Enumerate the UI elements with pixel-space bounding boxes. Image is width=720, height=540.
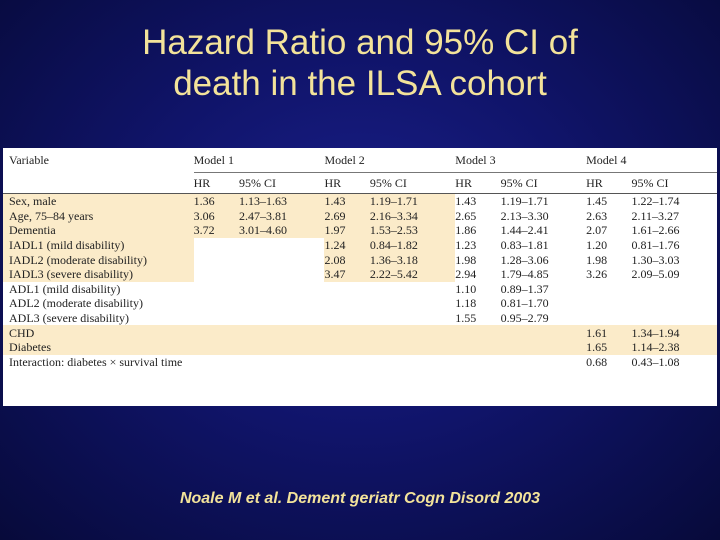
hr-value: 1.43	[455, 194, 477, 209]
ci-value: 1.34–1.94	[631, 325, 717, 340]
table-row	[3, 252, 717, 267]
table-row	[3, 296, 717, 311]
variable-label: Sex, male	[3, 194, 194, 209]
ci-value	[239, 311, 324, 326]
hr-value: 3.06	[194, 209, 239, 224]
table-row	[3, 267, 717, 282]
variable-label: Dementia	[3, 223, 194, 238]
ci-value	[239, 282, 324, 297]
table-row	[3, 355, 717, 370]
ci-header: 95% CI	[631, 173, 717, 194]
ci-value	[370, 355, 455, 370]
hr-value	[194, 325, 239, 340]
hr-value: 1.43	[324, 194, 369, 209]
ci-value	[239, 252, 324, 267]
hr-value	[324, 311, 369, 326]
ci-value: 1.61–2.66	[631, 223, 680, 238]
hr-header: HR	[455, 173, 500, 194]
hr-value	[194, 340, 239, 355]
variable-label: Diabetes	[3, 340, 194, 355]
ci-value: 2.09–5.09	[631, 267, 680, 282]
variable-header: Variable	[9, 153, 49, 168]
ci-value: 1.30–3.03	[631, 252, 680, 267]
hazard-ratio-table	[3, 148, 717, 406]
hr-value	[586, 282, 631, 297]
table-header-models	[3, 148, 717, 173]
hr-value	[324, 296, 369, 311]
hr-header: HR	[194, 173, 239, 194]
ci-value	[501, 325, 586, 340]
ci-value: 0.95–2.79	[500, 311, 549, 326]
ci-value: 1.28–3.06	[500, 252, 549, 267]
model-3-header: Model 3	[455, 148, 500, 173]
table-row	[3, 282, 717, 297]
model-1-header: Model 1	[194, 148, 239, 173]
hr-value	[455, 355, 500, 370]
ci-value	[239, 296, 324, 311]
model-2-header: Model 2	[324, 148, 369, 173]
table-row	[3, 325, 717, 340]
ci-value	[501, 340, 586, 355]
hr-value: 1.18	[455, 296, 477, 311]
hr-value: 2.65	[455, 208, 477, 223]
table-row	[3, 194, 717, 209]
hr-value: 1.98	[586, 252, 608, 267]
ci-header: 95% CI	[501, 173, 586, 194]
ci-value: 3.01–4.60	[239, 223, 324, 238]
hr-value: 3.47	[324, 267, 369, 282]
table-row	[3, 238, 717, 253]
hr-value: 1.97	[324, 223, 369, 238]
ci-value	[370, 340, 455, 355]
variable-label: IADL2 (moderate disability)	[3, 252, 194, 267]
ci-value	[370, 296, 455, 311]
ci-value	[239, 340, 324, 355]
ci-value	[239, 238, 324, 253]
ci-value: 1.19–1.71	[370, 194, 455, 209]
hr-value: 2.94	[455, 267, 477, 282]
ci-value	[501, 355, 586, 370]
variable-label: ADL3 (severe disability)	[9, 311, 129, 326]
variable-label: IADL1 (mild disability)	[3, 238, 194, 253]
ci-value	[631, 282, 717, 297]
ci-value: 2.13–3.30	[500, 208, 549, 223]
ci-value: 0.83–1.81	[500, 238, 549, 253]
ci-value: 0.81–1.76	[631, 238, 680, 253]
table-header-stats	[3, 173, 717, 194]
ci-value: 2.16–3.34	[370, 209, 455, 224]
variable-label: ADL1 (mild disability)	[9, 281, 121, 296]
ci-value	[370, 325, 455, 340]
ci-value	[370, 282, 455, 297]
hr-value	[324, 325, 369, 340]
hr-header: HR	[586, 173, 631, 194]
hr-value	[586, 296, 631, 311]
variable-label: CHD	[3, 325, 194, 340]
ci-value: 1.44–2.41	[500, 223, 549, 238]
title-line-1: Hazard Ratio and 95% CI of	[142, 23, 578, 62]
table-row	[3, 223, 717, 238]
ci-value: 1.79–4.85	[500, 267, 549, 282]
ci-value	[239, 267, 324, 282]
table-row	[3, 340, 717, 355]
hr-value: 1.45	[586, 194, 608, 209]
ci-value: 0.43–1.08	[631, 354, 680, 369]
hr-value: 1.55	[455, 311, 477, 326]
ci-value: 1.13–1.63	[239, 194, 324, 209]
hr-value	[455, 340, 500, 355]
ci-value: 0.84–1.82	[370, 238, 455, 253]
table-bottom-spacer	[3, 369, 717, 399]
ci-value: 1.19–1.71	[500, 194, 549, 209]
ci-header: 95% CI	[370, 173, 455, 194]
table-row	[3, 311, 717, 326]
ci-value: 0.89–1.37	[500, 281, 549, 296]
hr-value	[586, 311, 631, 326]
hr-value: 1.23	[455, 238, 477, 253]
hr-header: HR	[324, 173, 369, 194]
ci-value: 1.53–2.53	[370, 223, 455, 238]
hr-value: 2.08	[324, 252, 369, 267]
hr-value: 2.63	[586, 208, 608, 223]
ci-value	[631, 296, 717, 311]
hr-value	[194, 252, 239, 267]
hr-value: 1.65	[586, 340, 631, 355]
hr-value	[455, 325, 500, 340]
hr-value: 3.72	[194, 223, 239, 238]
ci-value	[370, 311, 455, 326]
slide-title	[0, 22, 720, 104]
hr-value: 1.20	[586, 238, 608, 253]
ci-value	[631, 311, 717, 326]
ci-value: 0.81–1.70	[500, 296, 549, 311]
hr-value	[194, 296, 239, 311]
hr-value: 2.69	[324, 209, 369, 224]
hr-value: 3.26	[586, 267, 608, 282]
hr-value	[194, 282, 239, 297]
ci-value: 2.11–3.27	[631, 208, 680, 223]
hr-value: 1.98	[455, 252, 477, 267]
ci-header: 95% CI	[239, 173, 324, 194]
hr-value	[194, 267, 239, 282]
ci-value	[239, 325, 324, 340]
hr-value: 1.36	[194, 194, 239, 209]
variable-label: IADL3 (severe disability)	[3, 267, 194, 282]
hr-value: 1.10	[455, 281, 477, 296]
ci-value: 2.47–3.81	[239, 209, 324, 224]
hr-value	[194, 311, 239, 326]
hr-value	[324, 282, 369, 297]
hr-value: 1.61	[586, 325, 631, 340]
citation-footer: Noale M et al. Dement geriatr Cogn Disord 2003	[179, 490, 541, 507]
hr-value: 1.24	[324, 238, 369, 253]
hr-value	[324, 340, 369, 355]
ci-value: 1.22–1.74	[631, 194, 680, 209]
hr-value	[324, 355, 369, 370]
variable-label: Interaction: diabetes × survival time	[9, 354, 183, 369]
hr-value	[194, 355, 239, 370]
ci-value: 1.36–3.18	[370, 252, 455, 267]
ci-value	[239, 355, 324, 370]
variable-label: Age, 75–84 years	[3, 209, 194, 224]
table-row	[3, 209, 717, 224]
hr-value: 2.07	[586, 223, 608, 238]
hr-value: 0.68	[586, 354, 608, 369]
ci-value: 1.14–2.38	[631, 340, 717, 355]
hr-value	[194, 238, 239, 253]
variable-label: ADL2 (moderate disability)	[9, 296, 143, 311]
hr-value: 1.86	[455, 223, 477, 238]
ci-value: 2.22–5.42	[370, 267, 455, 282]
title-line-2: death in the ILSA cohort	[173, 64, 547, 103]
model-4-header: Model 4	[586, 148, 631, 173]
